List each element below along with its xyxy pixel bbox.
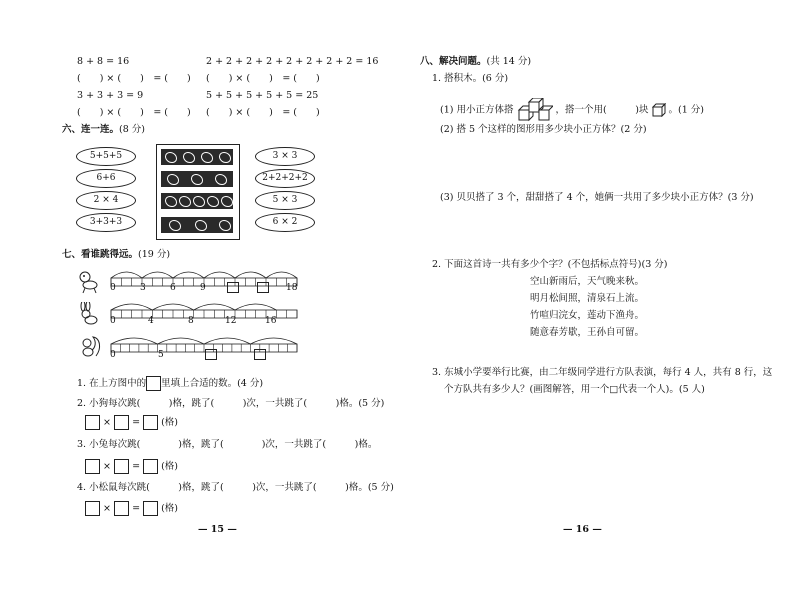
jump-arc xyxy=(111,338,158,344)
question-7-2: 2. 小狗每次跳( )格，跳了( )次，一共跳了( )格。(5 分) xyxy=(77,398,385,409)
unit-label: (格) xyxy=(161,417,179,428)
times-sign: × xyxy=(103,503,111,514)
unit-label: (格) xyxy=(161,461,179,472)
calc-row-4-right[interactable]: ( ) × ( ) = ( ) xyxy=(206,107,320,118)
jump-arc xyxy=(111,272,142,278)
poem-line-4: 随意春芳歇，王孙自可留。 xyxy=(530,327,645,338)
jump-arc xyxy=(194,304,235,310)
section-6-heading xyxy=(62,124,145,136)
question-8-1-1-text-b: ，搭一个用( )块 xyxy=(555,104,649,116)
picture-group-3 xyxy=(161,193,233,209)
match-right-4[interactable]: 6 × 2 xyxy=(255,213,315,232)
jump-arc xyxy=(111,304,152,310)
line2-label-0: 0 xyxy=(110,316,116,326)
match-left-4[interactable]: 3+3+3 xyxy=(76,213,136,232)
answer-box[interactable] xyxy=(114,501,129,516)
jump-arc xyxy=(251,338,298,344)
line2-label-4: 4 xyxy=(148,316,154,326)
jump-arc xyxy=(235,304,276,310)
section-7-points: (19 分) xyxy=(138,249,171,260)
calc-row-2-left[interactable]: ( ) × ( ) = ( ) xyxy=(77,73,191,84)
section-7-title: 七、看谁跳得远。 xyxy=(62,249,139,260)
line3-label-0: 0 xyxy=(110,350,116,360)
calc-row-3-left: 3 + 3 + 3 = 9 xyxy=(77,90,144,101)
question-8-1: 1. 搭积木。(6 分) xyxy=(432,73,509,84)
line1-blank-box-1[interactable] xyxy=(227,282,239,293)
fill-box-icon xyxy=(146,376,161,391)
section-7-heading xyxy=(62,249,170,261)
match-left-3[interactable]: 2 × 4 xyxy=(76,191,136,210)
jump-arc xyxy=(204,272,235,278)
line3-blank-box-1[interactable] xyxy=(205,349,217,360)
picture-groups-panel xyxy=(156,144,240,240)
line3-label-5: 5 xyxy=(158,350,164,360)
question-7-4: 4. 小松鼠每次跳( )格，跳了( )次，一共跳了( )格。(5 分) xyxy=(77,482,394,493)
line2-label-16: 16 xyxy=(265,316,277,326)
line2-label-8: 8 xyxy=(188,316,194,326)
section-6-title: 六、连一连。 xyxy=(62,124,120,135)
match-left-1[interactable]: 5+5+5 xyxy=(76,147,136,166)
poem-line-2: 明月松间照，清泉石上流。 xyxy=(530,293,645,304)
question-8-1-1-text-a: (1) 用小正方体搭 xyxy=(440,104,514,116)
page-number-right: — 16 — xyxy=(563,524,602,535)
poem-line-3: 竹喧归浣女，莲动下渔舟。 xyxy=(530,310,645,321)
picture-group-4 xyxy=(161,217,233,233)
answer-box[interactable] xyxy=(85,501,100,516)
jump-arc xyxy=(173,272,204,278)
answer-box[interactable] xyxy=(143,415,158,430)
line2-label-12: 12 xyxy=(225,316,237,326)
question-7-3: 3. 小兔每次跳( )格，跳了( )次，一共跳了( )格。 xyxy=(77,439,378,450)
line1-label-3: 3 xyxy=(140,283,146,293)
stacked-cubes-icon xyxy=(517,98,553,122)
question-8-2: 2. 下面这首诗一共有多少个字？(不包括标点符号)(3 分) xyxy=(432,259,668,270)
section-8-title: 八、解决问题。 xyxy=(420,56,487,67)
puppy-icon xyxy=(77,270,99,294)
calc-row-1-left: 8 + 8 = 16 xyxy=(77,56,130,67)
match-left-2[interactable]: 6+6 xyxy=(76,169,136,188)
equation-7-2[interactable] xyxy=(85,415,178,430)
equals-sign: = xyxy=(132,461,141,472)
question-8-3-line-2: 个方队共有多少人？(画图解答，用一个□代表一个人)。(5 人) xyxy=(444,384,705,395)
equals-sign: = xyxy=(132,417,141,428)
question-8-1-2: (2) 搭 5 个这样的图形用多少块小正方体？(2 分) xyxy=(440,124,647,135)
rabbit-icon xyxy=(77,302,99,326)
line1-blank-box-2[interactable] xyxy=(257,282,269,293)
calc-row-3-right: 5 + 5 + 5 + 5 + 5 = 25 xyxy=(206,90,319,101)
answer-box[interactable] xyxy=(114,459,129,474)
jump-arc xyxy=(266,272,297,278)
picture-group-1 xyxy=(161,149,233,165)
equation-7-3[interactable] xyxy=(85,459,178,474)
answer-box[interactable] xyxy=(143,459,158,474)
poem-line-1: 空山新雨后，天气晚来秋。 xyxy=(530,276,645,287)
match-right-3[interactable]: 5 × 3 xyxy=(255,191,315,210)
calc-row-4-left[interactable]: ( ) × ( ) = ( ) xyxy=(77,107,191,118)
question-7-1-text-b: 里填上合适的数。(4 分) xyxy=(161,378,264,389)
answer-box[interactable] xyxy=(143,501,158,516)
question-8-1-1-text-c: 。(1 分) xyxy=(668,104,705,116)
small-cube-icon xyxy=(652,103,666,117)
match-right-2[interactable]: 2+2+2+2 xyxy=(255,169,315,188)
calc-row-1-right: 2 + 2 + 2 + 2 + 2 + 2 + 2 + 2 = 16 xyxy=(206,56,379,67)
question-7-1 xyxy=(77,376,263,391)
jump-arc xyxy=(235,272,266,278)
line1-label-6: 6 xyxy=(170,283,176,293)
squirrel-icon xyxy=(80,334,102,358)
equals-sign: = xyxy=(132,503,141,514)
jump-arc xyxy=(158,338,205,344)
times-sign: × xyxy=(103,417,111,428)
match-right-1[interactable]: 3 × 3 xyxy=(255,147,315,166)
unit-label: (格) xyxy=(161,503,179,514)
line1-label-18: 18 xyxy=(286,283,298,293)
picture-group-2 xyxy=(161,171,233,187)
question-8-1-3: (3) 贝贝搭了 3 个，甜甜搭了 4 个，她俩一共用了多少块小正方体？(3 分) xyxy=(440,192,754,203)
line3-blank-box-2[interactable] xyxy=(254,349,266,360)
jump-arc xyxy=(142,272,173,278)
question-8-3-line-1: 3. 东城小学要举行比赛，由二年级同学进行方队表演，每行 4 人，共有 8 行，这 xyxy=(432,367,773,378)
answer-box[interactable] xyxy=(85,415,100,430)
jump-arc xyxy=(204,338,251,344)
answer-box[interactable] xyxy=(114,415,129,430)
line1-label-9: 9 xyxy=(200,283,206,293)
question-8-1-1 xyxy=(440,98,704,122)
jump-arc xyxy=(152,304,193,310)
line1-label-0: 0 xyxy=(110,283,116,293)
times-sign: × xyxy=(103,461,111,472)
section-8-points: (共 14 分) xyxy=(486,56,532,67)
section-6-points: (8 分) xyxy=(119,124,145,135)
section-8-heading xyxy=(420,56,531,68)
answer-box[interactable] xyxy=(85,459,100,474)
question-7-1-text-a: 1. 在上方图中的 xyxy=(77,378,147,389)
calc-row-2-right[interactable]: ( ) × ( ) = ( ) xyxy=(206,73,320,84)
page-number-left: — 15 — xyxy=(198,524,237,535)
equation-7-4[interactable] xyxy=(85,501,178,516)
